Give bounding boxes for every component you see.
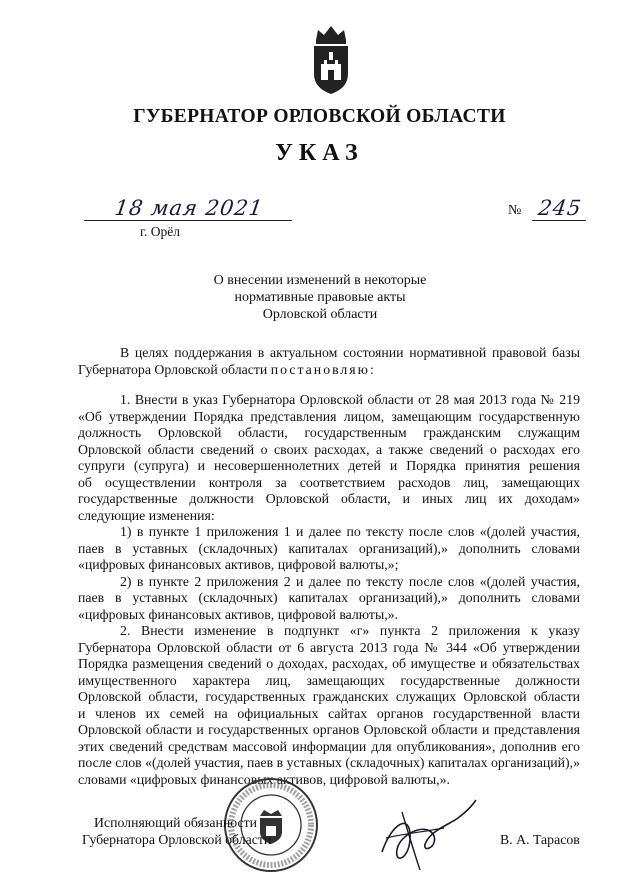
document-number-label: № (508, 203, 522, 218)
handwritten-signature-icon (372, 792, 480, 874)
paragraph-line: Орловской области, государственных гражданских служащих Орловской области (78, 689, 580, 704)
subject-line: О внесении изменений в некоторые (213, 273, 427, 288)
paragraph-line: и членов их семей на официальных сайтах органов государственной власти (78, 705, 580, 721)
subject-line: Орловской области (262, 307, 378, 322)
orel-coat-of-arms-icon (308, 22, 354, 96)
paragraph-line: государственные должности Орловской области, и иных лиц их доходам» (78, 491, 580, 506)
paragraph-line: 1. Внести в указ Губернатора Орловской области от 28 мая 2013 года № 219 (120, 392, 580, 407)
date-underline (84, 220, 292, 221)
signatory-name: В. А. Тарасов (500, 832, 580, 847)
paragraph-line: супруги (супруга) и несовершеннолетних детей и Порядка принятия решения (78, 458, 580, 473)
document-subject (120, 272, 520, 323)
position-line: Исполняющий обязанности (94, 815, 257, 830)
preamble-text: Губернатора Орловской области (78, 361, 268, 377)
subject-line: нормативные правовые акты (234, 290, 406, 305)
document-date: 18 мая 2021 (113, 196, 265, 220)
paragraph-line: Орловской области сведений о своих расходах, а также сведений о расходах его (78, 441, 580, 457)
preamble-line (78, 362, 580, 379)
signatory-position (82, 815, 271, 848)
paragraph-line: имущественного характера лиц, замещающих государственные должности (78, 672, 580, 688)
paragraph-line: 2) в пункте 2 приложения 2 и далее по тексту после слов «(долей участия, (120, 573, 580, 589)
paragraph-line: 2. Внести изменение в подпункт «г» пункта 2 приложения к указу (120, 623, 580, 638)
paragraph-line: должность Орловской области, государственным гражданским служащим (78, 425, 580, 440)
paragraph-line: этих сведений средствам массовой информации для опубликования», дополнив его (78, 738, 580, 754)
paragraph-line: после слов «(долей участия, паев в уставных (складочных) капиталах организаций),» (78, 755, 580, 770)
paragraph-line: Губернатора Орловской области от 6 августа 2013 года № 344 «Об утверждении (78, 639, 580, 655)
position-line: Губернатора Орловской области (82, 831, 272, 847)
paragraph-line: паев в уставных (складочных) капиталах организаций),» дополнить словами (78, 590, 580, 605)
paragraph-line: Порядка размещения сведений о доходах, расходах, об имуществе и обязательствах (78, 656, 580, 671)
paragraph-line: «цифровых финансовых активов, цифровой валюты,»; (78, 557, 399, 572)
preamble-line: В целях поддержания в актуальном состоянии нормативной правовой базы (120, 345, 580, 360)
document-type: УКАЗ (275, 140, 364, 166)
paragraph-line: словами «цифровых финансовых активов, цифровой валюты,». (78, 771, 450, 787)
paragraph-line: об осуществлении контроля за соответствием расходов лиц, замещающих (78, 474, 580, 490)
paragraph-line: следующие изменения: (78, 507, 215, 523)
paragraph-line: Орловской области и государственных органов Орловской области и представления (78, 722, 580, 737)
page-title: ГУБЕРНАТОР ОРЛОВСКОЙ ОБЛАСТИ (133, 106, 506, 127)
paragraph-line: паев в уставных (складочных) капиталах организаций),» дополнить словами (78, 540, 580, 556)
document-city: г. Орёл (140, 224, 180, 239)
paragraph-line: «цифровых финансовых активов, цифровой валюты,». (78, 606, 399, 622)
document-body (78, 345, 580, 788)
number-underline (532, 220, 586, 221)
postanovlyayu-word: постановляю: (270, 361, 376, 377)
paragraph-line: «Об утверждении Порядка представления лицом, замещающим государственную (78, 408, 580, 424)
paragraph-line: 1) в пункте 1 приложения 1 и далее по тексту после слов «(долей участия, (120, 524, 580, 539)
document-number: 245 (536, 196, 584, 220)
